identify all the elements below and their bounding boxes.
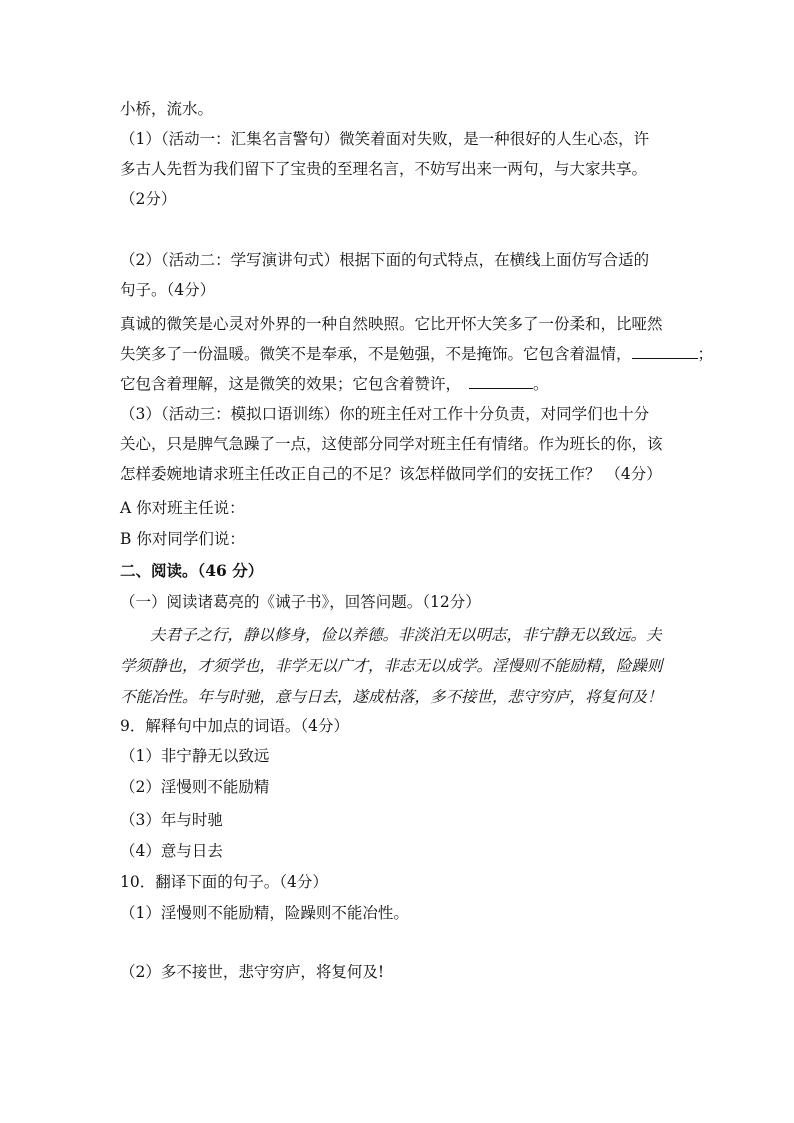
question-1-line: （1）（活动一：汇集名言警句）微笑着面对失败，是一种很好的人生心态，许 <box>120 130 650 148</box>
sub-item: （2）多不接世，悲守穷庐，将复何及! <box>120 963 385 981</box>
sub-item: （3）年与时驰 <box>120 811 223 829</box>
sub-item: （4）意与日去 <box>120 842 223 860</box>
text-line: 真诚的微笑是心灵对外界的一种自然映照。它比开怀大笑多了一份柔和，比哑然 <box>120 315 663 333</box>
classical-passage-line: 夫君子之行，静以修身，俭以养德。非淡泊无以明志，非宁静无以致远。夫 <box>150 626 662 644</box>
reading-intro: （一）阅读诸葛亮的《诫子书》，回答问题。（12分） <box>120 593 481 611</box>
text-segment: 失笑多了一份温暖。微笑不是奉承，不是勉强，不是掩饰。它包含着温情， <box>120 345 632 363</box>
answer-prompt-b: B 你对同学们说： <box>120 530 245 548</box>
text-line: 怎样委婉地请求班主任改正自己的不足？该怎样做同学们的安抚工作？ （4分） <box>120 465 662 483</box>
text-line: 关心，只是脾气急躁了一点，这使部分同学对班主任有情绪。作为班长的你，该 <box>120 435 663 453</box>
text-segment: 。 <box>533 375 549 393</box>
answer-prompt-a: A 你对班主任说： <box>120 499 245 517</box>
score-label: （2分） <box>120 190 177 208</box>
question-9: 9．解释句中加点的词语。（4分） <box>120 717 349 735</box>
text-line <box>120 344 713 364</box>
question-3-line: （3）（活动三：模拟口语训练）你的班主任对工作十分负责，对同学们也十分 <box>120 405 650 423</box>
section-heading: 二、阅读。（46 分） <box>120 561 264 580</box>
text-line: 多古人先哲为我们留下了宝贵的至理名言，不妨写出来一两句，与大家共享。 <box>120 160 648 178</box>
question-2-line: （2）（活动二：学写演讲句式）根据下面的句式特点，在横线上面仿写合适的 <box>120 251 650 269</box>
question-10: 10．翻译下面的句子。（4分） <box>120 873 328 891</box>
text-line <box>120 374 549 394</box>
sub-item: （1）非宁静无以致远 <box>120 747 270 765</box>
answer-blank-1[interactable] <box>632 344 698 359</box>
text-line: 句子。（4分） <box>120 281 216 299</box>
sub-item: （1）淫慢则不能励精，险躁则不能冶性。 <box>120 904 409 922</box>
classical-passage-line: 学须静也，才须学也，非学无以广才，非志无以成学。淫慢则不能励精，险躁则 <box>120 657 663 675</box>
classical-passage-line: 不能冶性。年与时驰，意与日去，遂成枯落，多不接世，悲守穷庐，将复何及！ <box>120 688 663 706</box>
text-segment: 它包含着理解，这是微笑的效果；它包含着赞许， <box>120 375 462 393</box>
sub-item: （2）淫慢则不能励精 <box>120 778 270 796</box>
answer-blank-2[interactable] <box>469 374 533 389</box>
text-line: 小桥，流水。 <box>120 100 214 118</box>
text-segment: ； <box>697 345 714 363</box>
